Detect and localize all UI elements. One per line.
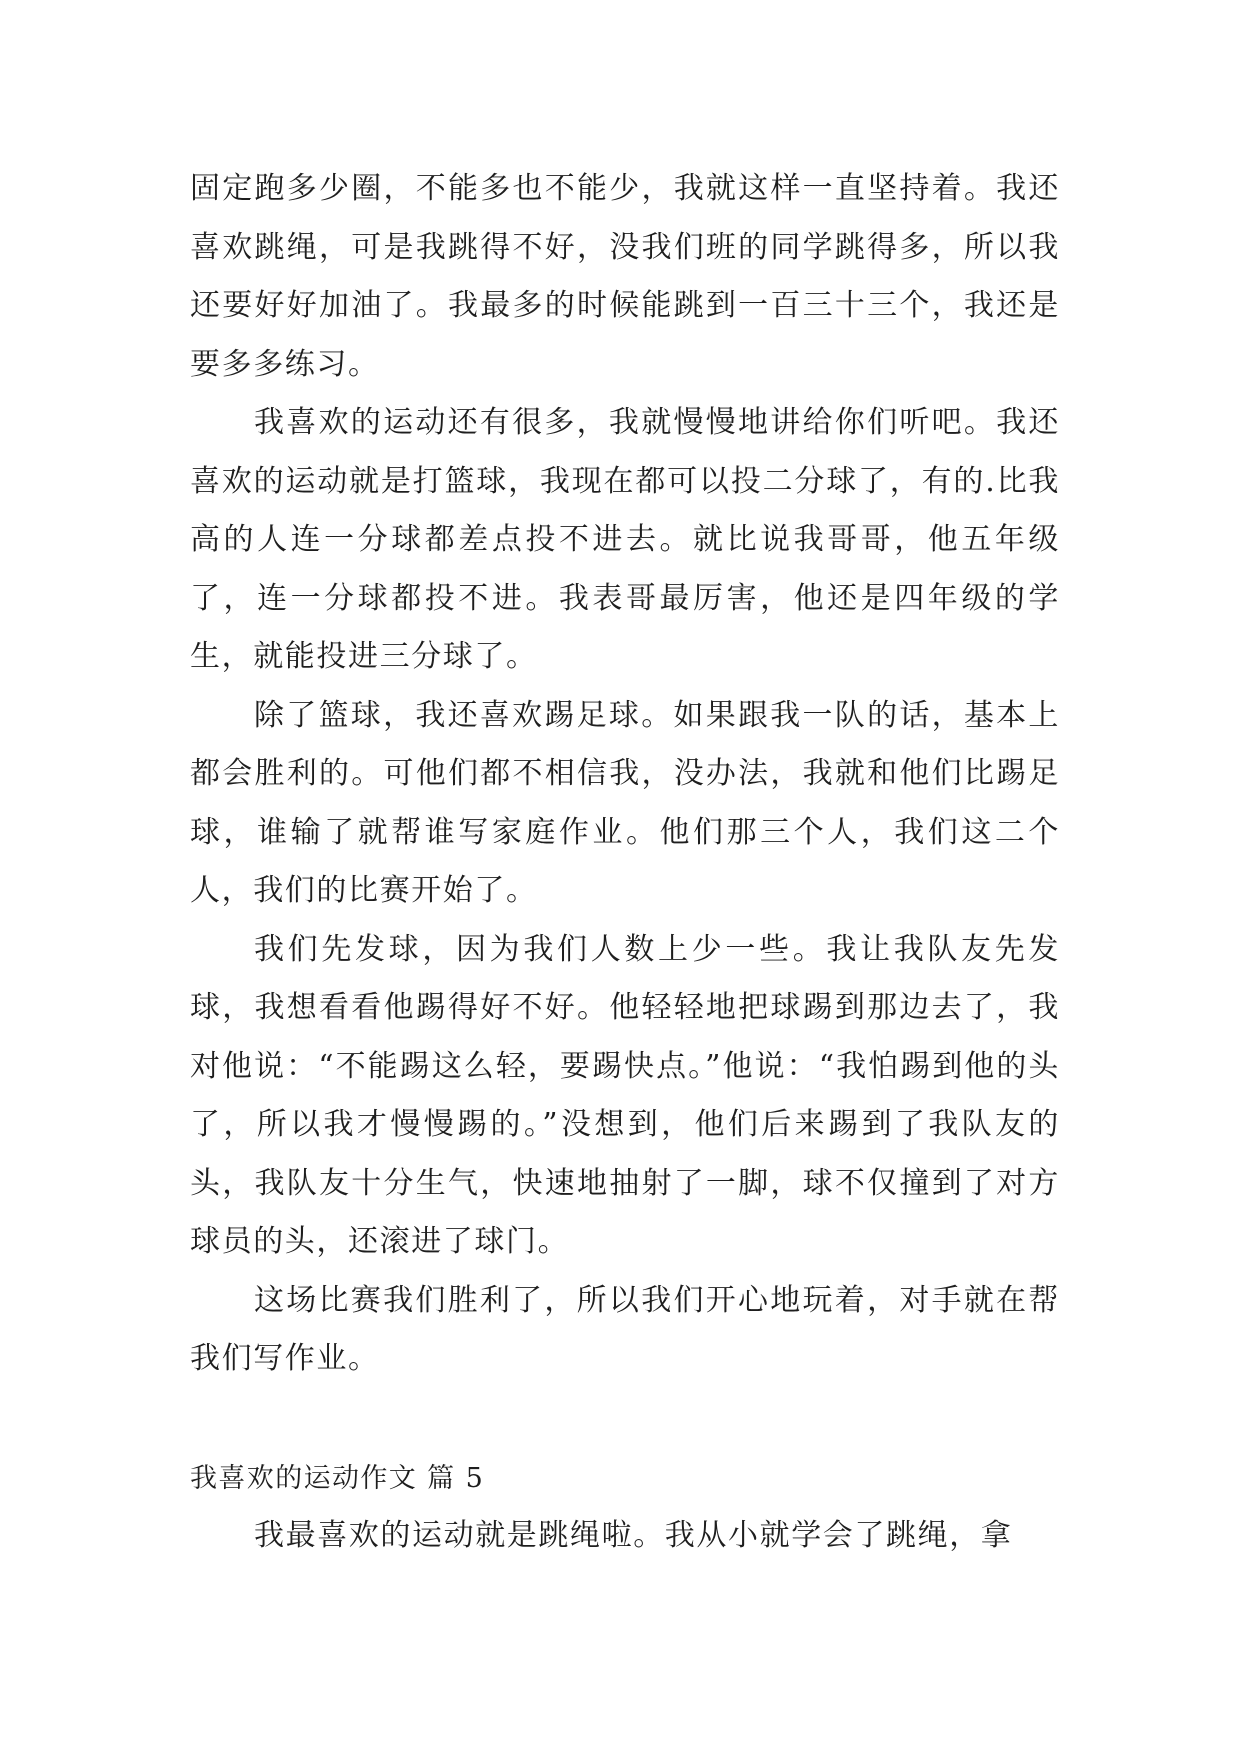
section-heading: 我喜欢的运动作文 篇 5: [190, 1462, 485, 1494]
paragraph-6: 我最喜欢的运动就是跳绳啦。我从小就学会了跳绳，拿: [254, 1517, 1013, 1553]
paragraph-3: 除了篮球，我还喜欢踢足球。如果跟我一队的话，基本上都会胜利的。可他们都不相信我，没办法，我就和他们比踢足球，谁输了就帮谁写家庭作业。他们那三个人，我们这二个人，我们的比赛开始了。: [190, 697, 1060, 908]
paragraph-2: 我喜欢的运动还有很多，我就慢慢地讲给你们听吧。我还喜欢的运动就是打篮球，我现在都可以投二分球了，有的.比我高的人连一分球都差点投不进去。就比说我哥哥，他五年级了，连一分球都投不进。我表哥最厉害，他还是四年级的学生，就能投进三分球了。: [190, 405, 1060, 674]
paragraph-1: 固定跑多少圈，不能多也不能少，我就这样一直坚持着。我还喜欢跳绳，可是我跳得不好，没我们班的同学跳得多，所以我还要好好加油了。我最多的时候能跳到一百三十三个，我还是要多多练习。: [190, 171, 1060, 382]
document-body: [190, 160, 1060, 1565]
paragraph-4: 我们先发球，因为我们人数上少一些。我让我队友先发球，我想看看他踢得好不好。他轻轻地把球踢到那边去了，我对他说：“不能踢这么轻，要踢快点。”他说：“我怕踢到他的头了，所以我才慢慢踢的。”没想到，他们后来踢到了我队友的头，我队友十分生气，快速地抽射了一脚，球不仅撞到了对方球员的头，还滚进了球门。: [190, 931, 1060, 1259]
paragraph-5: 这场比赛我们胜利了，所以我们开心地玩着，对手就在帮我们写作业。: [190, 1282, 1060, 1376]
